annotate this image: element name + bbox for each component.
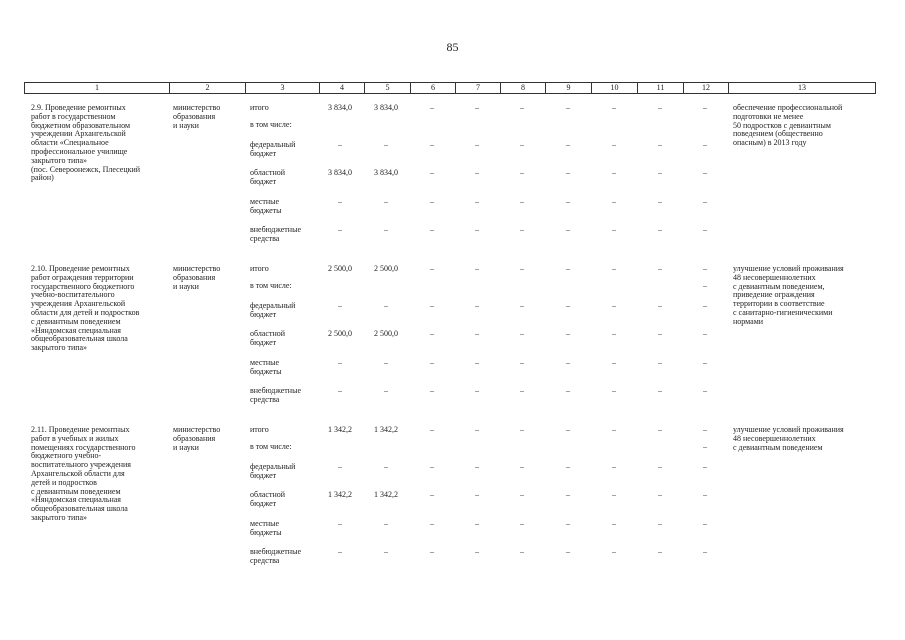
value-cell: –	[475, 547, 479, 556]
funding-source-label	[250, 359, 322, 377]
funding-source-line: бюджет	[250, 148, 277, 158]
value-cell: –	[520, 519, 524, 528]
page-number: 85	[446, 40, 459, 54]
column-header-7: 7	[456, 83, 501, 94]
column-header-9: 9	[546, 83, 592, 94]
value-cell: –	[658, 490, 662, 499]
value-cell: –	[703, 168, 707, 177]
funding-source-line: местные	[250, 519, 280, 528]
funding-source-line: областной	[250, 329, 286, 338]
measure-name	[31, 104, 169, 183]
value-cell: –	[520, 386, 524, 395]
funding-source-line: средства	[250, 394, 280, 404]
value-cell: –	[703, 197, 707, 206]
value-cell: –	[566, 490, 570, 499]
measure-name	[31, 426, 169, 523]
measure-name-line: район)	[31, 173, 54, 183]
value-cell: –	[520, 358, 524, 367]
value-cell: –	[703, 103, 707, 112]
value-cell: –	[430, 547, 434, 556]
column-header-8: 8	[501, 83, 546, 94]
value-cell: 3 834,0	[328, 103, 352, 112]
column-header-4: 4	[320, 83, 365, 94]
value-cell: –	[658, 225, 662, 234]
expected-result-line: с девиантным поведением,	[733, 281, 825, 291]
value-cell: –	[703, 462, 707, 471]
measure-name-line: учреждении Архангельской	[31, 129, 126, 139]
executor-line: министерство	[173, 425, 221, 434]
column-header-1: 1	[25, 83, 170, 94]
funding-source-line: бюджет	[250, 309, 277, 319]
funding-source-label	[250, 426, 322, 435]
funding-source-label	[250, 265, 322, 274]
value-cell: –	[430, 425, 434, 434]
column-header-6: 6	[411, 83, 456, 94]
value-cell: –	[612, 225, 616, 234]
value-cell: –	[475, 425, 479, 434]
value-cell: 1 342,2	[328, 425, 352, 434]
value-cell: 2 500,0	[374, 329, 398, 338]
value-cell: –	[430, 358, 434, 367]
value-cell: 1 342,2	[374, 490, 398, 499]
column-header-3: 3	[246, 83, 320, 94]
measure-name-line: закрытого типа»	[31, 343, 88, 353]
executor-line: образования	[173, 272, 216, 282]
value-cell: 1 342,2	[328, 490, 352, 499]
value-cell: –	[520, 462, 524, 471]
value-cell: –	[566, 168, 570, 177]
funding-source-line: бюджеты	[250, 527, 282, 537]
value-cell: –	[612, 490, 616, 499]
value-cell: –	[658, 103, 662, 112]
measure-name-line: работ в учебных и жилых	[31, 433, 119, 443]
value-cell: –	[658, 547, 662, 556]
value-cell: –	[703, 425, 707, 434]
value-cell: –	[430, 225, 434, 234]
value-cell: –	[475, 301, 479, 310]
value-cell: –	[703, 281, 707, 290]
value-cell: –	[475, 168, 479, 177]
funding-source-line: внебюджетные	[250, 386, 301, 395]
value-cell: –	[430, 103, 434, 112]
funding-source-label	[250, 226, 322, 244]
value-cell: 2 500,0	[328, 264, 352, 273]
value-cell: –	[384, 547, 388, 556]
measure-name-line: воспитательного учреждения	[31, 460, 131, 470]
value-cell: –	[430, 264, 434, 273]
funding-source-label	[250, 282, 322, 291]
funding-source-label	[250, 302, 322, 320]
funding-source-line: областной	[250, 490, 286, 499]
measure-name-line: Архангельской области для	[31, 468, 125, 478]
table-row	[0, 104, 905, 254]
funding-source-label	[250, 169, 322, 187]
value-cell: –	[658, 264, 662, 273]
value-cell: –	[338, 225, 342, 234]
value-cell: –	[703, 301, 707, 310]
value-cell: –	[703, 442, 707, 451]
expected-result-line: опасным) в 2013 году	[733, 138, 807, 148]
value-cell: –	[384, 358, 388, 367]
table-row	[0, 265, 905, 415]
value-cell: –	[566, 462, 570, 471]
funding-source-line: местные	[250, 358, 280, 367]
value-cell: –	[384, 140, 388, 149]
expected-result-line: нормами	[733, 316, 764, 326]
expected-result	[733, 265, 875, 327]
column-header-10: 10	[592, 83, 638, 94]
value-cell: –	[703, 329, 707, 338]
value-cell: –	[430, 386, 434, 395]
value-cell: –	[612, 358, 616, 367]
value-cell: 3 834,0	[374, 103, 398, 112]
column-header-11: 11	[638, 83, 684, 94]
value-cell: –	[658, 386, 662, 395]
measure-name-line: помещениях государственного	[31, 442, 136, 452]
value-cell: –	[338, 358, 342, 367]
value-cell: –	[520, 490, 524, 499]
funding-source-line: в том числе:	[250, 442, 292, 451]
executor	[173, 426, 243, 452]
value-cell: –	[703, 358, 707, 367]
funding-source-label	[250, 330, 322, 348]
table-row	[0, 426, 905, 576]
expected-result-line: улучшение условий проживания	[733, 264, 844, 273]
value-cell: –	[338, 301, 342, 310]
value-cell: –	[566, 425, 570, 434]
funding-source-label	[250, 443, 322, 452]
measure-name-line: работ ограждения территории	[31, 272, 134, 282]
value-cell: –	[566, 301, 570, 310]
measure-name-line: бюджетном образовательном	[31, 120, 130, 130]
funding-source-label	[250, 520, 322, 538]
value-cell: –	[566, 386, 570, 395]
measure-name-line: «Няндомская специальная	[31, 325, 121, 335]
value-cell: –	[475, 225, 479, 234]
measure-name-line: 2.10. Проведение ремонтных	[31, 264, 130, 273]
expected-result-line: территории в соответствие	[733, 299, 825, 309]
value-cell: –	[338, 140, 342, 149]
measure-name-line: закрытого типа»	[31, 512, 88, 522]
measure-name-line: учреждения Архангельской	[31, 299, 126, 309]
value-cell: –	[612, 168, 616, 177]
expected-result-line: обеспечение профессиональной	[733, 103, 843, 112]
value-cell: 3 834,0	[374, 168, 398, 177]
value-cell: –	[338, 547, 342, 556]
value-cell: –	[430, 329, 434, 338]
measure-name-line: области для детей и подростков	[31, 307, 140, 317]
funding-source-line: федеральный	[250, 140, 296, 149]
value-cell: –	[612, 386, 616, 395]
funding-source-line: средства	[250, 555, 280, 565]
measure-name-line: детей и подростков	[31, 477, 97, 487]
funding-source-line: итого	[250, 425, 269, 434]
expected-result	[733, 104, 875, 148]
value-cell: –	[658, 329, 662, 338]
measure-name-line: с девиантным поведением	[31, 486, 121, 496]
measure-name-line: 2.11. Проведение ремонтных	[31, 425, 130, 434]
value-cell: –	[520, 140, 524, 149]
value-cell: –	[384, 225, 388, 234]
value-cell: 1 342,2	[374, 425, 398, 434]
value-cell: –	[384, 197, 388, 206]
measure-name-line: общеобразовательная школа	[31, 334, 128, 344]
funding-source-label	[250, 141, 322, 159]
funding-source-line: в том числе:	[250, 120, 292, 129]
funding-source-label	[250, 121, 322, 130]
funding-source-line: местные	[250, 197, 280, 206]
measure-name-line: области «Специальное	[31, 138, 109, 148]
column-header-12: 12	[684, 83, 729, 94]
expected-result-line: 50 подростков с девиантным	[733, 120, 831, 130]
expected-result-line: приведение ограждения	[733, 290, 815, 300]
value-cell: 3 834,0	[328, 168, 352, 177]
value-cell: –	[475, 329, 479, 338]
funding-source-line: итого	[250, 103, 269, 112]
value-cell: –	[658, 168, 662, 177]
value-cell: –	[520, 264, 524, 273]
value-cell: –	[430, 197, 434, 206]
funding-source-line: федеральный	[250, 462, 296, 471]
funding-source-label	[250, 104, 322, 113]
funding-source-line: бюджет	[250, 498, 277, 508]
funding-source-line: федеральный	[250, 301, 296, 310]
measure-name-line: (пос. Североонежск, Плесецкий	[31, 164, 141, 174]
value-cell: –	[475, 519, 479, 528]
funding-source-line: в том числе:	[250, 281, 292, 290]
measure-name-line: общеобразовательная школа	[31, 504, 128, 514]
column-header-table	[24, 82, 876, 94]
value-cell: –	[520, 168, 524, 177]
value-cell: –	[475, 264, 479, 273]
value-cell: –	[566, 358, 570, 367]
value-cell: –	[612, 197, 616, 206]
value-cell: –	[338, 519, 342, 528]
expected-result-line: подготовки не менее	[733, 111, 804, 121]
value-cell: –	[566, 547, 570, 556]
value-cell: –	[612, 301, 616, 310]
expected-result-line: с девиантным поведением	[733, 442, 823, 452]
funding-source-label	[250, 491, 322, 509]
value-cell: –	[338, 462, 342, 471]
measure-name-line: с девиантным поведением	[31, 316, 121, 326]
value-cell: –	[703, 386, 707, 395]
measure-name-line: 2.9. Проведение ремонтных	[31, 103, 126, 112]
value-cell: –	[430, 140, 434, 149]
measure-name-line: учебно-воспитательного	[31, 290, 115, 300]
value-cell: –	[566, 519, 570, 528]
value-cell: –	[612, 140, 616, 149]
value-cell: –	[612, 329, 616, 338]
value-cell: –	[384, 301, 388, 310]
value-cell: –	[703, 140, 707, 149]
executor-line: министерство	[173, 103, 221, 112]
value-cell: –	[384, 386, 388, 395]
funding-source-line: бюджет	[250, 337, 277, 347]
value-cell: –	[430, 462, 434, 471]
funding-source-line: средства	[250, 233, 280, 243]
value-cell: –	[703, 225, 707, 234]
executor	[173, 104, 243, 130]
value-cell: –	[658, 425, 662, 434]
expected-result-line: с санитарно-гигиеническими	[733, 307, 833, 317]
value-cell: –	[475, 386, 479, 395]
measure-name-line: государственного бюджетного	[31, 281, 135, 291]
value-cell: –	[658, 301, 662, 310]
funding-source-label	[250, 387, 322, 405]
funding-source-line: внебюджетные	[250, 547, 301, 556]
value-cell: –	[475, 462, 479, 471]
value-cell: –	[338, 197, 342, 206]
value-cell: –	[703, 490, 707, 499]
value-cell: –	[566, 264, 570, 273]
measure-name-line: бюджетного учебно-	[31, 451, 102, 461]
value-cell: 2 500,0	[374, 264, 398, 273]
value-cell: –	[520, 225, 524, 234]
value-cell: –	[703, 264, 707, 273]
measure-name-line: профессиональное училище	[31, 146, 128, 156]
executor-line: образования	[173, 433, 216, 443]
expected-result-line: поведением (общественно	[733, 129, 823, 139]
value-cell: –	[520, 301, 524, 310]
funding-source-line: бюджеты	[250, 205, 282, 215]
value-cell: –	[520, 425, 524, 434]
value-cell: –	[475, 358, 479, 367]
value-cell: –	[566, 329, 570, 338]
value-cell: –	[703, 547, 707, 556]
value-cell: –	[384, 519, 388, 528]
value-cell: –	[475, 103, 479, 112]
value-cell: –	[612, 103, 616, 112]
value-cell: –	[612, 425, 616, 434]
funding-source-label	[250, 463, 322, 481]
value-cell: –	[384, 462, 388, 471]
funding-source-line: бюджет	[250, 176, 277, 186]
value-cell: –	[475, 140, 479, 149]
column-header-5: 5	[365, 83, 411, 94]
value-cell: –	[612, 519, 616, 528]
value-cell: 2 500,0	[328, 329, 352, 338]
funding-source-line: бюджеты	[250, 366, 282, 376]
funding-source-line: итого	[250, 264, 269, 273]
funding-source-line: внебюджетные	[250, 225, 301, 234]
measure-name-line: «Няндомская специальная	[31, 495, 121, 505]
value-cell: –	[430, 490, 434, 499]
value-cell: –	[658, 197, 662, 206]
measure-name	[31, 265, 169, 353]
value-cell: –	[430, 301, 434, 310]
executor-line: и науки	[173, 442, 199, 452]
expected-result-line: 48 несовершеннолетних	[733, 433, 816, 443]
value-cell: –	[520, 103, 524, 112]
value-cell: –	[566, 140, 570, 149]
value-cell: –	[520, 329, 524, 338]
executor-line: и науки	[173, 281, 199, 291]
value-cell: –	[658, 358, 662, 367]
expected-result	[733, 426, 875, 452]
funding-source-line: областной	[250, 168, 286, 177]
value-cell: –	[658, 462, 662, 471]
measure-name-line: закрытого типа»	[31, 155, 88, 165]
expected-result-line: 48 несовершеннолетних	[733, 272, 816, 282]
value-cell: –	[566, 103, 570, 112]
value-cell: –	[430, 168, 434, 177]
measure-name-line: работ в государственном	[31, 111, 116, 121]
executor	[173, 265, 243, 291]
value-cell: –	[612, 264, 616, 273]
executor-line: образования	[173, 111, 216, 121]
value-cell: –	[566, 197, 570, 206]
value-cell: –	[475, 197, 479, 206]
executor-line: и науки	[173, 120, 199, 130]
value-cell: –	[520, 547, 524, 556]
column-header-2: 2	[170, 83, 246, 94]
value-cell: –	[475, 490, 479, 499]
value-cell: –	[612, 547, 616, 556]
value-cell: –	[703, 519, 707, 528]
value-cell: –	[612, 462, 616, 471]
executor-line: министерство	[173, 264, 221, 273]
value-cell: –	[430, 519, 434, 528]
value-cell: –	[338, 386, 342, 395]
value-cell: –	[658, 519, 662, 528]
funding-source-line: бюджет	[250, 470, 277, 480]
value-cell: –	[520, 197, 524, 206]
value-cell: –	[566, 225, 570, 234]
funding-source-label	[250, 548, 322, 566]
value-cell: –	[658, 140, 662, 149]
expected-result-line: улучшение условий проживания	[733, 425, 844, 434]
funding-source-label	[250, 198, 322, 216]
column-header-13: 13	[729, 83, 876, 94]
